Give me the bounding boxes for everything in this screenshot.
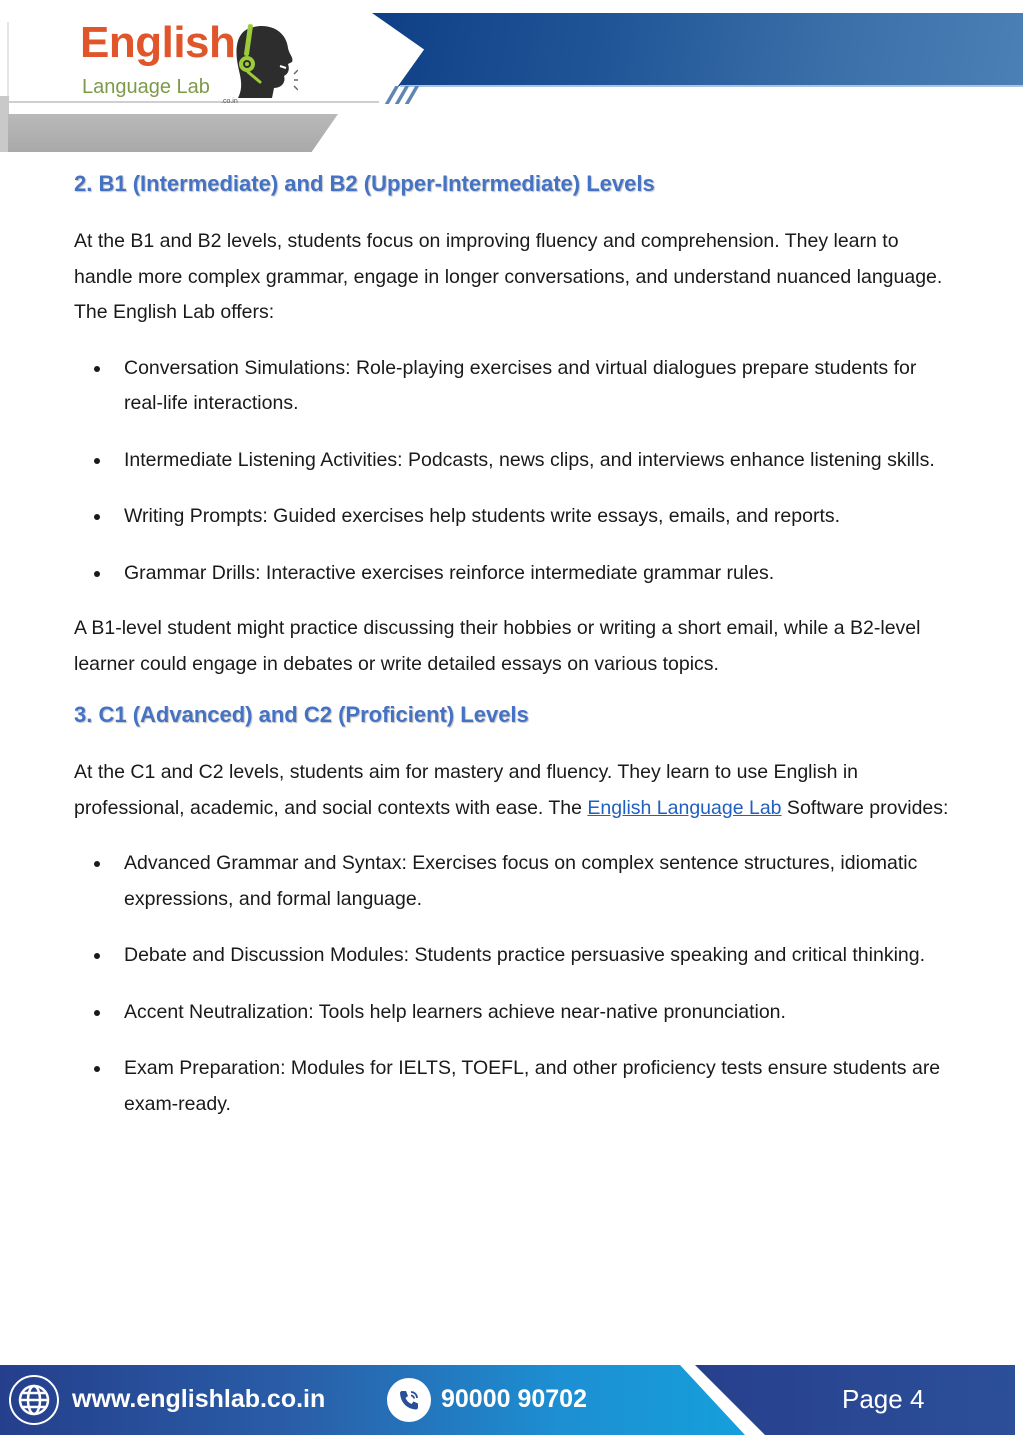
logo-title: English [80, 18, 236, 67]
list-item: Exam Preparation: Modules for IELTS, TOEFL, and other proficiency tests ensure students are exam-ready. [74, 1051, 954, 1122]
feature-list-c1-c2 [74, 846, 954, 1122]
list-item: Grammar Drills: Interactive exercises reinforce intermediate grammar rules. [74, 556, 954, 592]
page-footer [0, 1365, 1023, 1435]
english-language-lab-link[interactable]: English Language Lab [587, 796, 782, 819]
bullet-icon [94, 366, 100, 372]
bullet-icon [94, 953, 100, 959]
list-item: Intermediate Listening Activities: Podcasts, news clips, and interviews enhance listening skills. [74, 443, 954, 479]
section-intro-b1-b2: At the B1 and B2 levels, students focus on improving fluency and comprehension. They learn to handle more complex grammar, engage in longer conversations, and understand nuanced language. The English Lab offers: [74, 230, 943, 323]
section-heading-b1-b2: 2. B1 (Intermediate) and B2 (Upper-Intermediate) Levels [74, 171, 655, 196]
header-divider [7, 22, 9, 100]
header-gray-bar [8, 114, 338, 152]
section-outro-b1-b2: A B1-level student might practice discussing their hobbies or writing a short email, while a B2-level learner could engage in debates or write detailed essays on various topics. [74, 617, 921, 675]
phone-icon [387, 1378, 431, 1422]
bullet-icon [94, 514, 100, 520]
list-item: Writing Prompts: Guided exercises help students write essays, emails, and reports. [74, 499, 954, 535]
header-banner-underline [400, 85, 1023, 87]
bullet-icon [94, 571, 100, 577]
section-heading-c1-c2: 3. C1 (Advanced) and C2 (Proficient) Levels [74, 702, 529, 727]
header-stripes [380, 86, 430, 104]
bullet-icon [94, 1066, 100, 1072]
logo-subtitle: Language Lab [82, 76, 210, 98]
document-body [74, 162, 954, 1122]
list-item: Accent Neutralization: Tools help learners achieve near-native pronunciation. [74, 995, 954, 1031]
list-item: Conversation Simulations: Role-playing exercises and virtual dialogues prepare students for real-life interactions. [74, 351, 954, 422]
bullet-icon [94, 458, 100, 464]
list-item: Debate and Discussion Modules: Students practice persuasive speaking and critical thinking. [74, 938, 954, 974]
header-blue-banner [372, 13, 1023, 86]
website-link[interactable]: www.englishlab.co.in [72, 1385, 326, 1413]
phone-number[interactable]: 90000 90702 [441, 1385, 587, 1413]
list-item: Advanced Grammar and Syntax: Exercises focus on complex sentence structures, idiomatic expressions, and formal language. [74, 846, 954, 917]
page-header [0, 0, 1023, 160]
logo [78, 18, 298, 104]
feature-list-b1-b2 [74, 351, 954, 592]
page-number: Page 4 [842, 1384, 925, 1414]
header-gray-edge [0, 96, 9, 152]
logo-domain-suffix: .co.in [221, 98, 238, 105]
bullet-icon [94, 1010, 100, 1016]
section-intro-c1-c2: At the C1 and C2 levels, students aim for mastery and fluency. They learn to use English in professional, academic, and social contexts with ease. The English Language Lab Software provides: [74, 761, 949, 819]
headset-head-icon [228, 22, 298, 102]
globe-icon [9, 1375, 59, 1425]
bullet-icon [94, 861, 100, 867]
